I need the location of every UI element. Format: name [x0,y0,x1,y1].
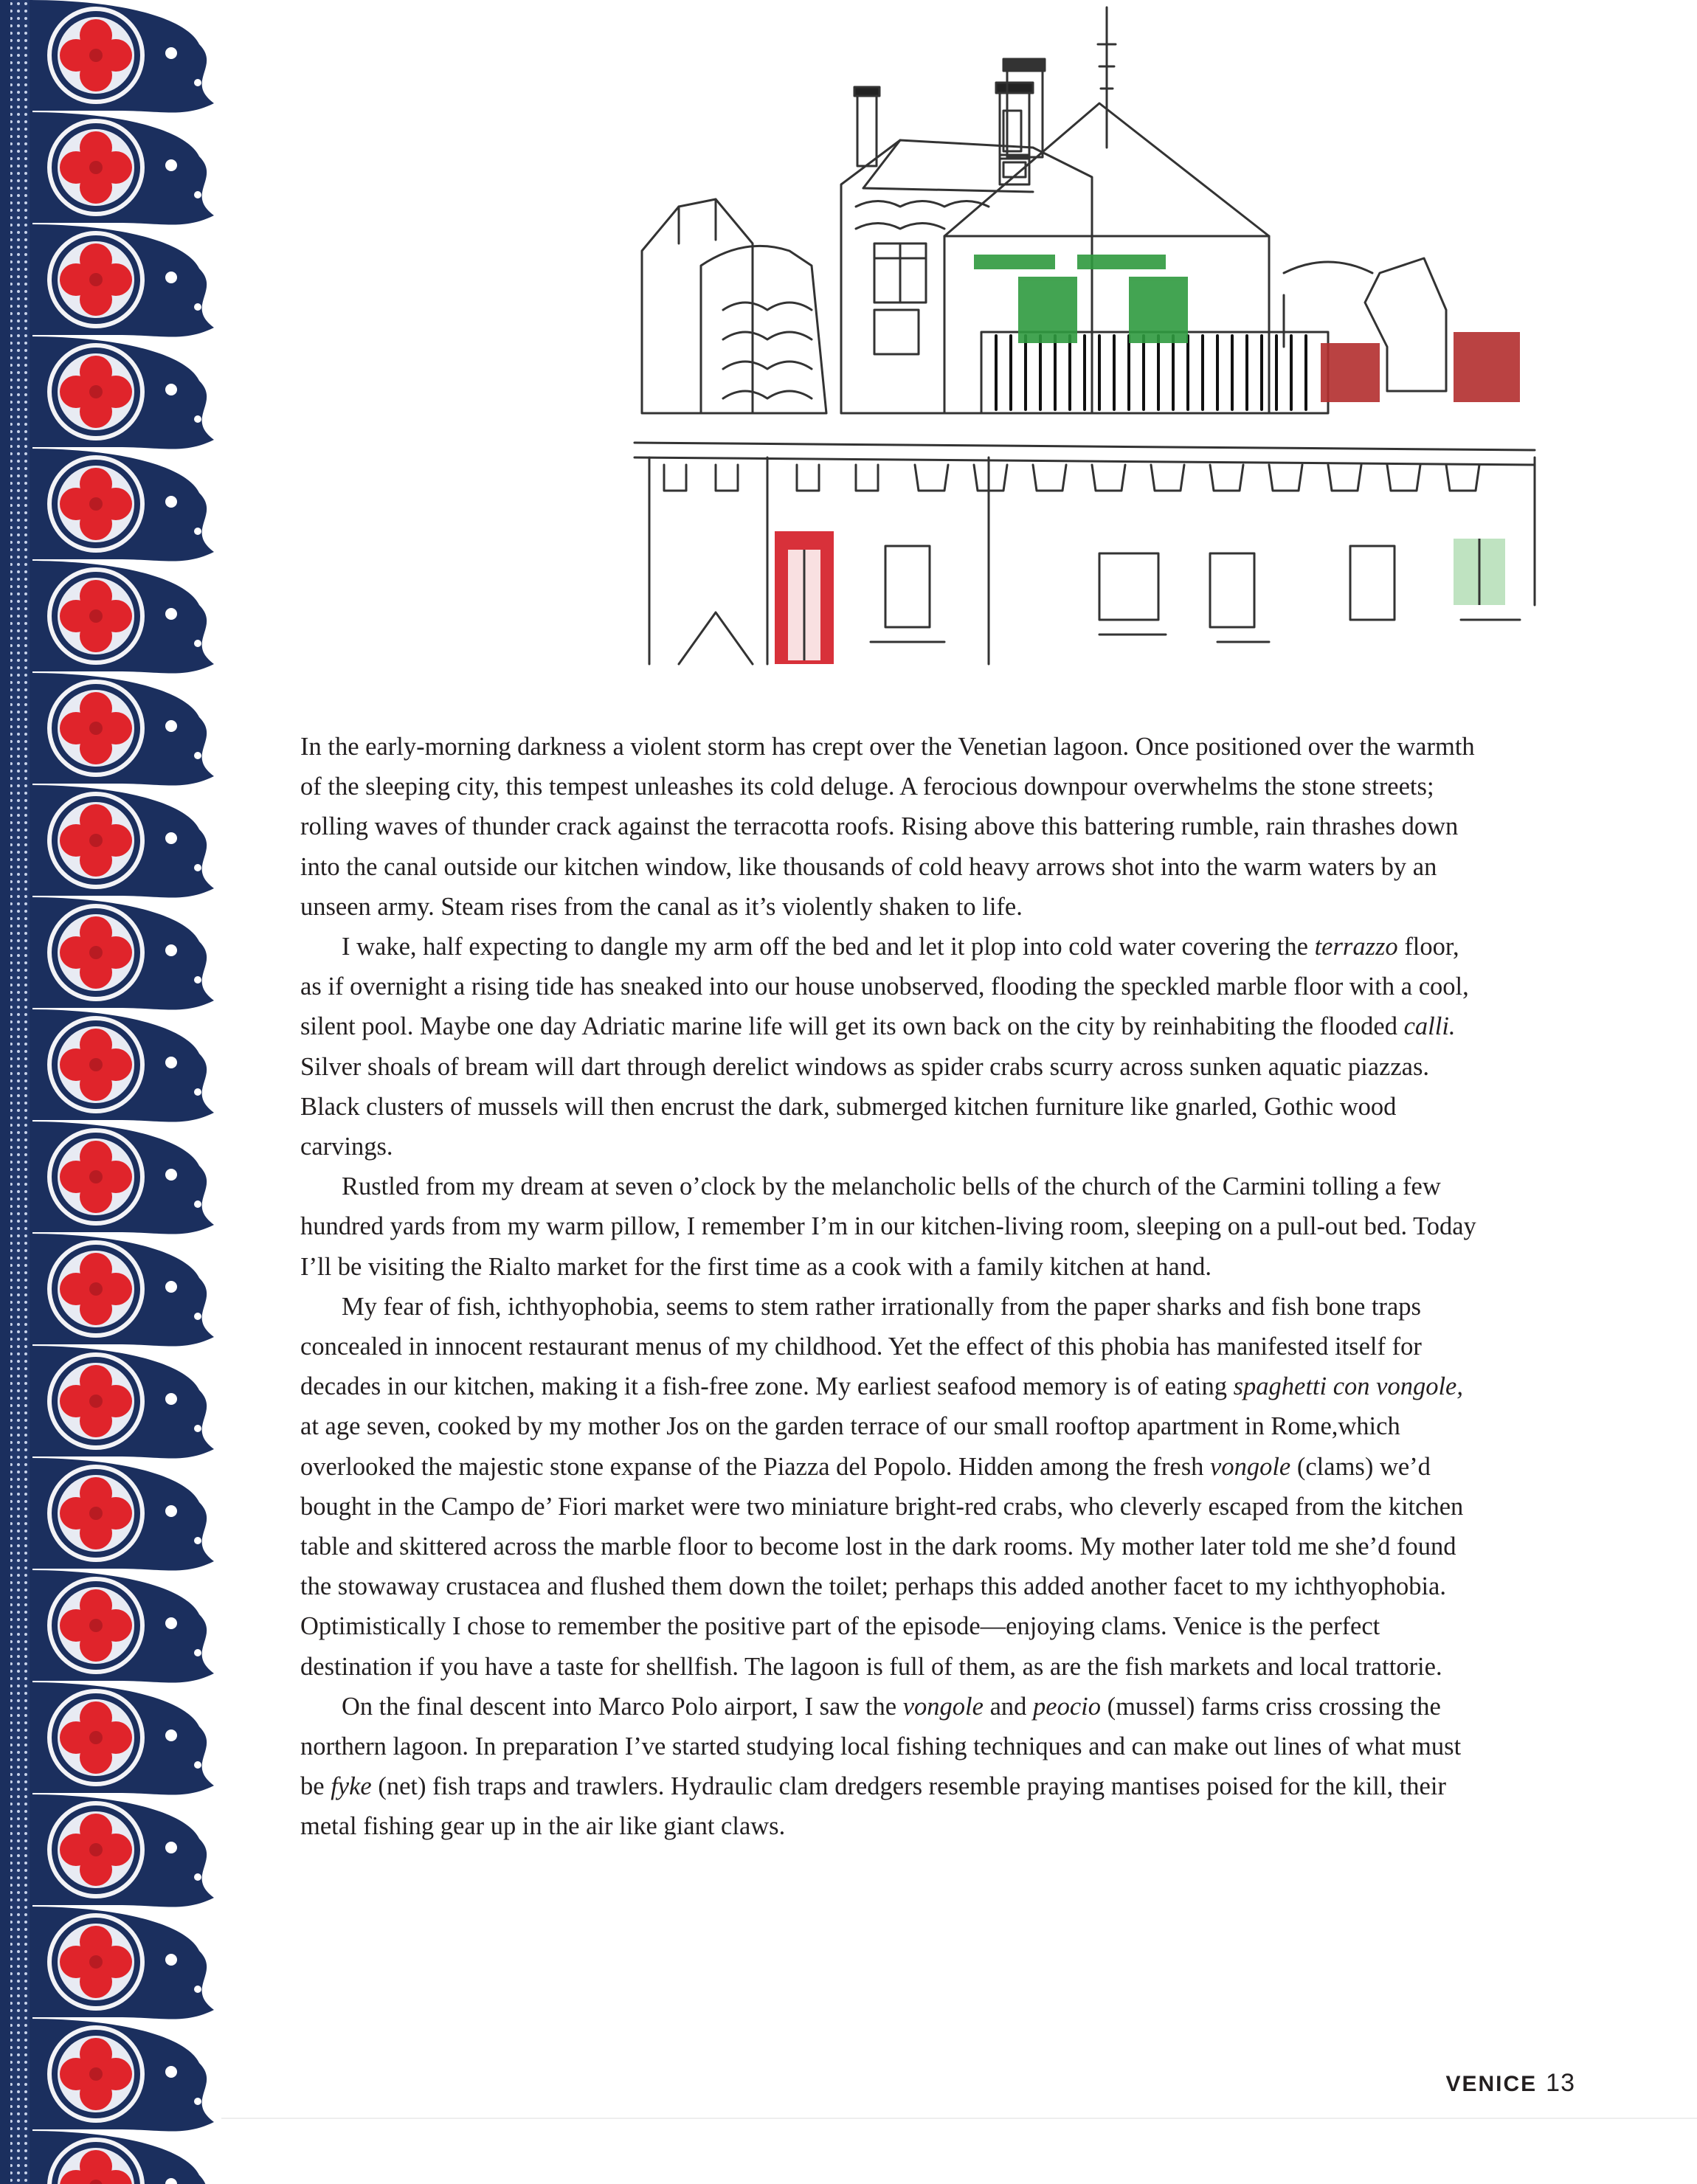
text-run: In the early-morning darkness a violent storm has crept over the Venetian lagoon. Once positioned over the warmth of the sleeping city, this tempest unleashes its cold deluge. A ferocious downpour overwhelms the stone streets; rolling waves of thunder crack against the terracotta roofs. Rising above this battering rumble, rain thrashes down into the canal outside our kitchen window, like thousands of cold heavy arrows shot into the warm waters by an unseen army. Steam rises from the canal as it’s violently shaken to life. [300,733,1475,921]
text-run: (clams) we’d bought in the Campo de’ Fiori market were two miniature bright-red crabs, who cleverly escaped from the kitchen table and skittered across the marble floor to become lost in the dark rooms. My mother later told me she’d found the stowaway crustacea and flushed them down the toilet; perhaps this added another facet to my ichthyophobia. Optimistically I chose to remember the positive part of the episode—enjoying clams. Venice is the perfect destination if you have a taste for shellfish. The lagoon is full of them, as are the fish markets and local trattorie. [300,1452,1464,1681]
text-run: and [983,1692,1034,1721]
text-run: Silver shoals of bream will dart through derelict windows as spider crabs scurry across sunken aquatic piazzas. Black clusters of mussels will then encrust the dark, submerged kitchen furniture like gnarled, Gothic wood carvings. [300,1052,1430,1161]
italic-term: fyke [331,1772,372,1801]
page-number: 13 [1546,2069,1575,2097]
italic-term: terrazzo [1314,933,1398,961]
italic-term: vongole [1210,1452,1291,1481]
text-run: at age seven, cooked by my mother Jos on the garden terrace of our small rooftop apartment in Rome,which overlooked the majestic stone expanse of the Piazza del Popolo. Hidden among the fresh [300,1412,1400,1481]
paragraph [300,1687,1481,1847]
italic-term: vongole [902,1692,984,1721]
text-run: (net) fish traps and trawlers. Hydraulic clam dredgers resemble praying mantises poised for the kill, their metal fishing gear up in the air like giant claws. [300,1772,1446,1841]
text-run: I wake, half expecting to dangle my arm off the bed and let it plop into cold water covering the [342,933,1315,961]
text-run: Rustled from my dream at seven o’clock by the melancholic bells of the church of the Carmini tolling a few hundred yards from my warm pillow, I remember I’m in our kitchen-living room, sleeping on a pull-out bed. Today I’ll be visiting the Rialto market for the first time as a cook with a family kitchen at hand. [300,1172,1476,1281]
text-run: On the final descent into Marco Polo airport, I saw the [342,1692,903,1721]
text-run: My fear of fish, ichthyophobia, seems to stem rather irrationally from the paper sharks and fish bone traps concealed in innocent restaurant menus of my childhood. Yet the effect of this phobia has manifested itself for decades in our kitchen, making it a fish-free zone. My earliest seafood memory is of eating [300,1292,1422,1401]
italic-term: peocio [1033,1692,1101,1721]
paragraph [300,927,1481,1167]
paragraph [300,1287,1481,1687]
house-illustration [620,0,1549,679]
text-run: (mussel) farms criss crossing the northern lagoon. In preparation I’ve started studying local fishing techniques and can make out lines of what must be [300,1692,1462,1801]
page-folio [1445,2069,1575,2098]
decorative-border [0,0,221,2184]
paragraph [300,1167,1481,1287]
section-label: VENICE [1445,2072,1538,2096]
italic-term: calli. [1403,1012,1456,1041]
paragraph [300,727,1481,927]
red-quatrefoil-pattern-icon [0,0,221,2184]
article-body [300,727,1481,1847]
text-run: floor, as if overnight a rising tide has sneaked into our house unobserved, flooding the speckled marble floor with a cool, silent pool. Maybe one day Adriatic marine life will get its own back on the city by reinhabiting the flooded [300,933,1469,1041]
page-bottom-rule [221,2118,1697,2119]
italic-term: spaghetti con vongole, [1233,1372,1463,1401]
venetian-house-drawing-icon [620,0,1549,679]
